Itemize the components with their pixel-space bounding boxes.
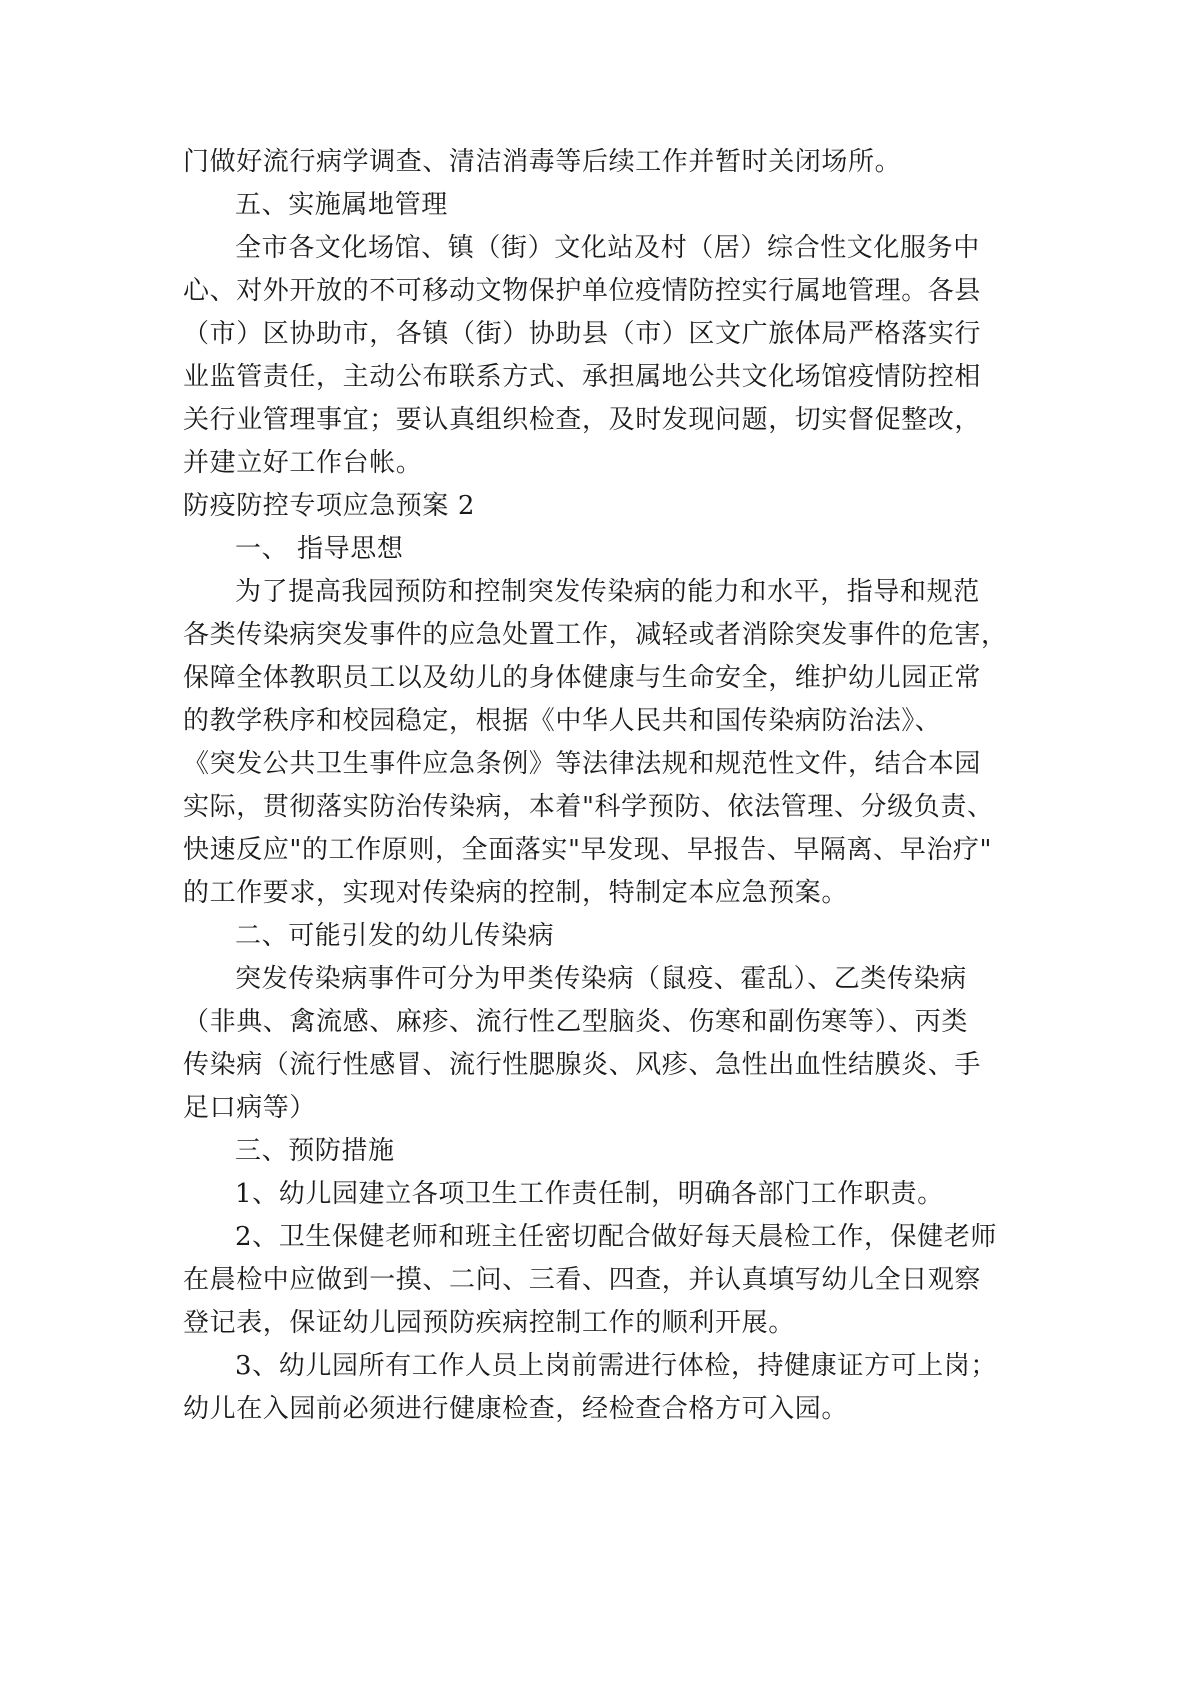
text-line: 关行业管理事宜；要认真组织检查，及时发现问题，切实督促整改， <box>183 405 982 435</box>
text-line: 的教学秩序和校园稳定，根据《中华人民共和国传染病防治法》、 <box>183 706 942 736</box>
text-line: 在晨检中应做到一摸、二问、三看、四查，并认真填写幼儿全日观察 <box>183 1265 982 1295</box>
paragraph <box>183 1216 1023 1345</box>
text-line: 传染病（流行性感冒、流行性腮腺炎、风疹、急性出血性结膜炎、手 <box>183 1050 982 1080</box>
text-line: 全市各文化场馆、镇（街）文化站及村（居）综合性文化服务中 <box>235 233 980 263</box>
text-line: 保障全体教职员工以及幼儿的身体健康与生命安全，维护幼儿园正常 <box>183 663 982 693</box>
text-line: 的工作要求，实现对传染病的控制，特制定本应急预案。 <box>183 878 849 908</box>
text-line: 一、 指导思想 <box>235 534 404 564</box>
text-line: 防疫防控专项应急预案 2 <box>183 491 476 521</box>
text-line: 心、对外开放的不可移动文物保护单位疫情防控实行属地管理。各县 <box>183 276 982 306</box>
text-line: 并建立好工作台帐。 <box>183 448 423 478</box>
text-line: 幼儿在入园前必须进行健康检查，经检查合格方可入园。 <box>183 1394 849 1424</box>
text-line: 快速反应"的工作原则，全面落实"早发现、早报告、早隔离、早治疗" <box>183 835 993 865</box>
paragraph <box>183 571 1023 915</box>
section-heading <box>183 184 1023 227</box>
text-line: 为了提高我园预防和控制突发传染病的能力和水平，指导和规范 <box>235 577 980 607</box>
section-heading <box>183 1130 1023 1173</box>
text-line: 2、卫生保健老师和班主任密切配合做好每天晨检工作，保健老师 <box>235 1222 997 1252</box>
text-line: 五、实施属地管理 <box>235 190 448 220</box>
text-line: 1、幼儿园建立各项卫生工作责任制，明确各部门工作职责。 <box>235 1179 944 1209</box>
document-body <box>183 141 1023 1431</box>
text-line: 门做好流行病学调查、清洁消毒等后续工作并暂时关闭场所。 <box>183 147 902 177</box>
text-line: 二、可能引发的幼儿传染病 <box>235 921 555 951</box>
paragraph <box>183 141 1023 184</box>
text-line: 足口病等） <box>183 1093 317 1123</box>
text-line: 实际，贯彻落实防治传染病，本着"科学预防、依法管理、分级负责、 <box>183 792 994 822</box>
paragraph <box>183 1345 1023 1431</box>
paragraph <box>183 227 1023 485</box>
text-line: 三、预防措施 <box>235 1136 395 1166</box>
text-line: 3、幼儿园所有工作人员上岗前需进行体检，持健康证方可上岗； <box>235 1351 997 1381</box>
text-line: 《突发公共卫生事件应急条例》等法律法规和规范性文件，结合本园 <box>183 749 982 779</box>
text-line: 突发传染病事件可分为甲类传染病（鼠疫、霍乱）、乙类传染病 <box>235 964 967 994</box>
text-line: （非典、禽流感、麻疹、流行性乙型脑炎、伤寒和副伤寒等）、丙类 <box>183 1007 969 1037</box>
text-line: 登记表，保证幼儿园预防疾病控制工作的顺利开展。 <box>183 1308 795 1338</box>
paragraph <box>183 1173 1023 1216</box>
text-line: 业监管责任，主动公布联系方式、承担属地公共文化场馆疫情防控相 <box>183 362 982 392</box>
paragraph <box>183 958 1023 1130</box>
document-title <box>183 485 1023 528</box>
section-heading <box>183 915 1023 958</box>
text-line: 各类传染病突发事件的应急处置工作，减轻或者消除突发事件的危害， <box>183 620 1008 650</box>
section-heading <box>183 528 1023 571</box>
text-line: （市）区协助市，各镇（街）协助县（市）区文广旅体局严格落实行 <box>183 319 982 349</box>
